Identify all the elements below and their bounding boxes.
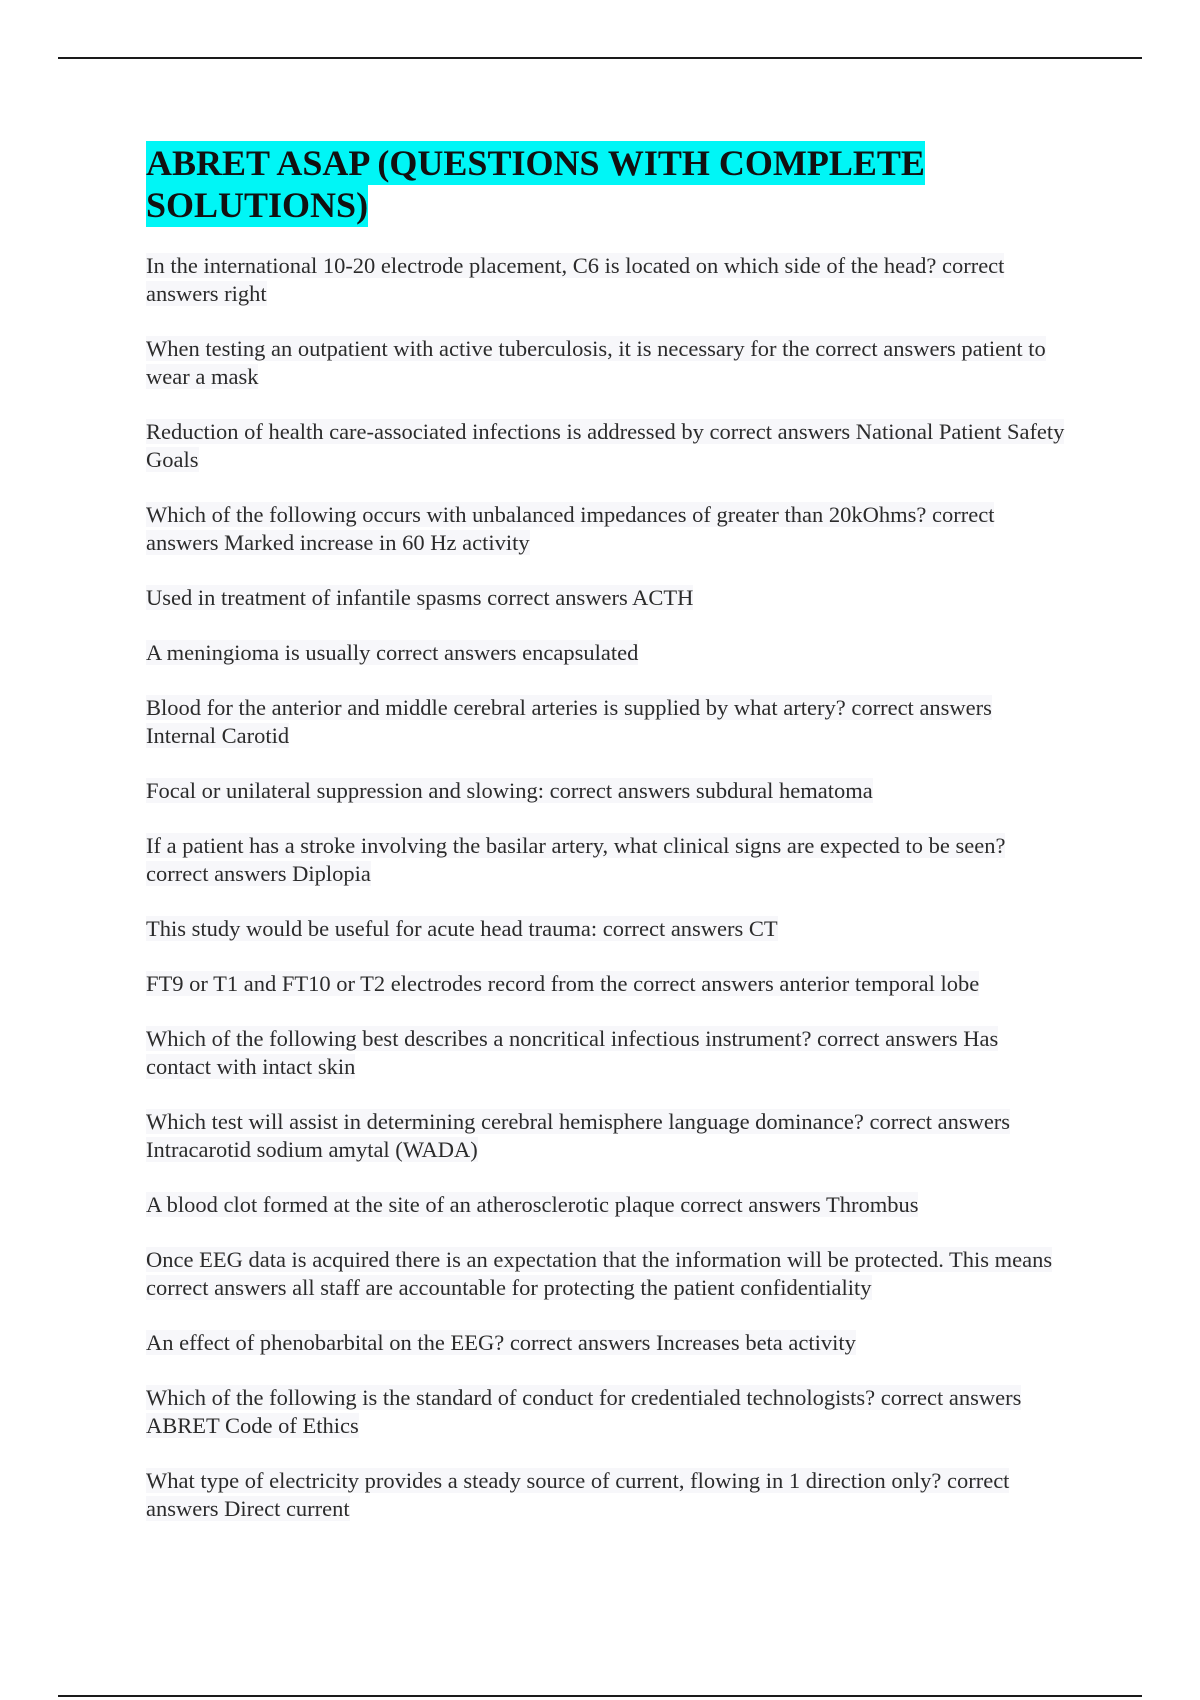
qa-item	[146, 694, 1066, 750]
qa-item	[146, 1025, 1066, 1081]
qa-item	[146, 915, 1066, 943]
qa-item	[146, 1467, 1066, 1523]
qa-item	[146, 418, 1066, 474]
qa-text: Which of the following is the standard of conduct for credentialed technologists? correct answers ABRET Code of Ethics	[146, 1385, 1022, 1438]
qa-text: A meningioma is usually correct answers encapsulated	[146, 640, 639, 665]
header-rule	[58, 57, 1142, 59]
qa-text: An effect of phenobarbital on the EEG? correct answers Increases beta activity	[146, 1330, 856, 1355]
qa-text: Which of the following occurs with unbalanced impedances of greater than 20kOhms? correct answers Marked increase in 60 Hz activity	[146, 502, 995, 555]
qa-item	[146, 1246, 1066, 1302]
qa-item	[146, 639, 1066, 667]
qa-list	[146, 252, 1066, 1523]
qa-text: Blood for the anterior and middle cerebral arteries is supplied by what artery? correct answers Internal Carotid	[146, 695, 992, 748]
qa-text: If a patient has a stroke involving the basilar artery, what clinical signs are expected to be seen? correct answers Diplopia	[146, 833, 1006, 886]
document-body	[146, 142, 1066, 1550]
qa-item	[146, 1329, 1066, 1357]
qa-item	[146, 970, 1066, 998]
qa-item	[146, 832, 1066, 888]
qa-text: What type of electricity provides a steady source of current, flowing in 1 direction only? correct answers Direct current	[146, 1468, 1010, 1521]
qa-item	[146, 501, 1066, 557]
qa-text: Once EEG data is acquired there is an expectation that the information will be protected. This means correct answers all staff are accountable for protecting the patient confidentiality	[146, 1247, 1053, 1300]
qa-text: Reduction of health care-associated infections is addressed by correct answers National Patient Safety Goals	[146, 419, 1065, 472]
qa-text: In the international 10-20 electrode placement, C6 is located on which side of the head? correct answers right	[146, 253, 1005, 306]
qa-item	[146, 335, 1066, 391]
qa-item	[146, 1108, 1066, 1164]
qa-text: Which of the following best describes a noncritical infectious instrument? correct answers Has contact with intact skin	[146, 1026, 999, 1079]
qa-text: When testing an outpatient with active tuberculosis, it is necessary for the correct answers patient to wear a mask	[146, 336, 1046, 389]
document-title	[146, 142, 1066, 226]
qa-item	[146, 1191, 1066, 1219]
qa-text: Which test will assist in determining cerebral hemisphere language dominance? correct answers Intracarotid sodium amytal (WADA)	[146, 1109, 1011, 1162]
qa-text: Used in treatment of infantile spasms correct answers ACTH	[146, 585, 694, 610]
footer-rule	[58, 1695, 1142, 1697]
qa-item	[146, 777, 1066, 805]
qa-item	[146, 584, 1066, 612]
qa-text: FT9 or T1 and FT10 or T2 electrodes record from the correct answers anterior temporal lobe	[146, 971, 980, 996]
qa-text: This study would be useful for acute head trauma: correct answers CT	[146, 916, 778, 941]
document-title-text: ABRET ASAP (QUESTIONS WITH COMPLETE SOLUTIONS)	[146, 143, 925, 225]
qa-item	[146, 1384, 1066, 1440]
qa-text: Focal or unilateral suppression and slowing: correct answers subdural hematoma	[146, 778, 873, 803]
qa-text: A blood clot formed at the site of an atherosclerotic plaque correct answers Thrombus	[146, 1192, 919, 1217]
qa-item	[146, 252, 1066, 308]
